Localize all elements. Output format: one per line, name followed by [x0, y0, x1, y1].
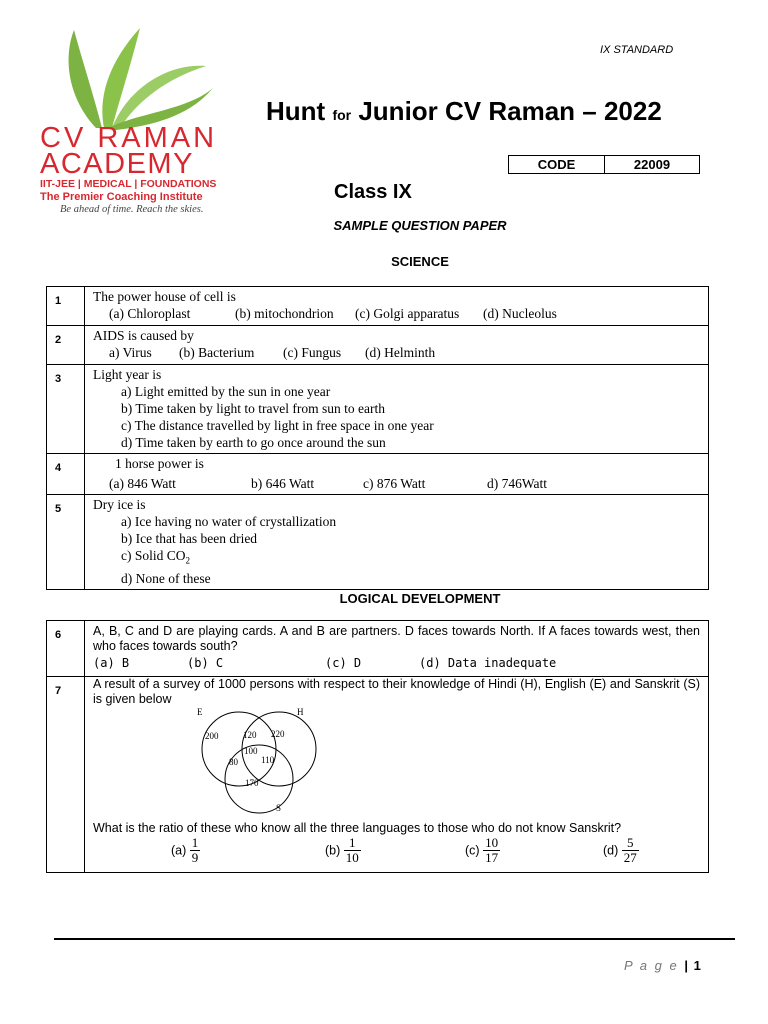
option-b: (b) Bacterium [179, 345, 255, 360]
options-row [93, 305, 700, 322]
option-a: a) Light emitted by the sun in one year [121, 384, 331, 399]
question-3 [85, 365, 709, 454]
venn-circles [189, 709, 389, 819]
question-number: 1 [47, 287, 85, 326]
class-heading: Class IX [334, 181, 412, 203]
option-d: (d) Nucleolus [483, 306, 557, 321]
logical-heading: LOGICAL DEVELOPMENT [339, 591, 501, 606]
question-number: 6 [47, 621, 85, 677]
question-number: 3 [47, 365, 85, 454]
venn-all: 100 [244, 746, 258, 756]
option-c: (c) $\frac{10}{17}$ [465, 835, 499, 865]
question-text: Dry ice is [93, 497, 146, 512]
options-row [93, 836, 700, 870]
standard-label: IX STANDARD [600, 44, 674, 56]
question-text: AIDS is caused by [93, 328, 194, 343]
question-4 [85, 454, 709, 495]
page-title: Hunt for Junior CV Raman – 2022 [266, 96, 662, 126]
science-table [46, 286, 709, 590]
venn-h-only: 220 [271, 729, 285, 739]
option-a: (a) 846 Watt [109, 476, 176, 491]
venn-label-s: S [276, 803, 282, 813]
option-b: (b) mitochondrion [235, 306, 334, 321]
paper-type: SAMPLE QUESTION PAPER [333, 218, 507, 233]
code-value: 22009 [633, 157, 671, 172]
table-row [47, 495, 709, 590]
options-row [93, 344, 700, 361]
option-c: (c) Fungus [283, 345, 342, 360]
question-2 [85, 326, 709, 365]
question-6 [85, 621, 709, 677]
option-d: (d) Helminth [365, 345, 436, 360]
question-7 [85, 677, 709, 873]
question-number: 5 [47, 495, 85, 590]
table-row [47, 677, 709, 873]
logo-streams: IIT-JEE | MEDICAL | FOUNDATIONS [40, 178, 217, 190]
option-a: (a) $\frac{1}{9}$ [171, 835, 199, 865]
question-text: A result of a survey of 1000 persons with respect to their knowledge of Hindi (H), English (E) and Sanskrit (S) is given below [93, 677, 700, 706]
options-row [93, 475, 700, 492]
option-a: a) Virus [109, 345, 152, 360]
option-c: c) 876 Watt [363, 476, 426, 491]
table-row [47, 365, 709, 454]
logo-institute: The Premier Coaching Institute [40, 191, 203, 203]
question-1 [85, 287, 709, 326]
table-row [47, 621, 709, 677]
table-row [47, 326, 709, 365]
question-text: A, B, C and D are playing cards. A and B are partners. D faces towards North. If A faces towards west, then who faces towards south? [93, 624, 700, 653]
option-b: b) Ice that has been dried [121, 531, 258, 546]
page-number: P a g e | 1 [624, 958, 701, 973]
logo-cv-raman: CV RAMAN [40, 122, 218, 154]
table-row [47, 454, 709, 495]
venn-eh: 120 [243, 730, 257, 740]
options-row [93, 656, 700, 673]
option-c: c) Solid $CO_2$ [121, 548, 191, 566]
option-b: b) 646 Watt [251, 476, 315, 491]
venn-es: 80 [229, 757, 238, 767]
venn-s-only: 170 [245, 778, 259, 788]
academy-logo [38, 28, 243, 223]
logo-academy: ACADEMY [40, 148, 194, 180]
question-5 [85, 495, 709, 590]
venn-e-only: 200 [205, 731, 219, 741]
question-text: The power house of cell is [93, 289, 236, 304]
option-c: c) The distance travelled by light in free space in one year [121, 418, 434, 433]
science-heading: SCIENCE [391, 254, 449, 269]
option-a: a) Ice having no water of crystallization [121, 514, 337, 529]
venn-hs: 110 [261, 755, 275, 765]
option-b: (b) C [187, 656, 224, 670]
question-number: 7 [47, 677, 85, 873]
question-prompt: What is the ratio of these who know all the three languages to those who do not know Sanskrit? [93, 821, 622, 835]
option-b: (b) $\frac{1}{10}$ [325, 835, 359, 865]
code-box [508, 155, 700, 174]
option-b: b) Time taken by light to travel from sun to earth [121, 401, 385, 416]
option-d: (d) $\frac{5}{27}$ [603, 835, 637, 865]
venn-label-e: E [197, 707, 203, 717]
option-d: d) None of these [121, 570, 211, 586]
question-number: 2 [47, 326, 85, 365]
table-row [47, 287, 709, 326]
venn-label-h: H [297, 707, 304, 717]
leaf-icon [38, 28, 243, 133]
option-d: (d) Data inadequate [419, 656, 557, 670]
question-number: 4 [47, 454, 85, 495]
option-d: d) Time taken by earth to go once around the sun [121, 435, 386, 450]
option-c: (c) Golgi apparatus [355, 306, 460, 321]
option-a: (a) B [93, 656, 130, 670]
footer-divider [54, 938, 735, 940]
option-c: (c) D [325, 656, 362, 670]
option-a: (a) Chloroplast [109, 306, 191, 321]
logical-table [46, 620, 709, 873]
code-label: CODE [509, 156, 605, 173]
option-d: d) 746Watt [487, 476, 548, 491]
question-text: Light year is [93, 367, 162, 382]
question-text: 1 horse power is [115, 456, 204, 471]
logo-tagline: Be ahead of time. Reach the skies. [60, 204, 204, 215]
venn-diagram [93, 707, 700, 817]
